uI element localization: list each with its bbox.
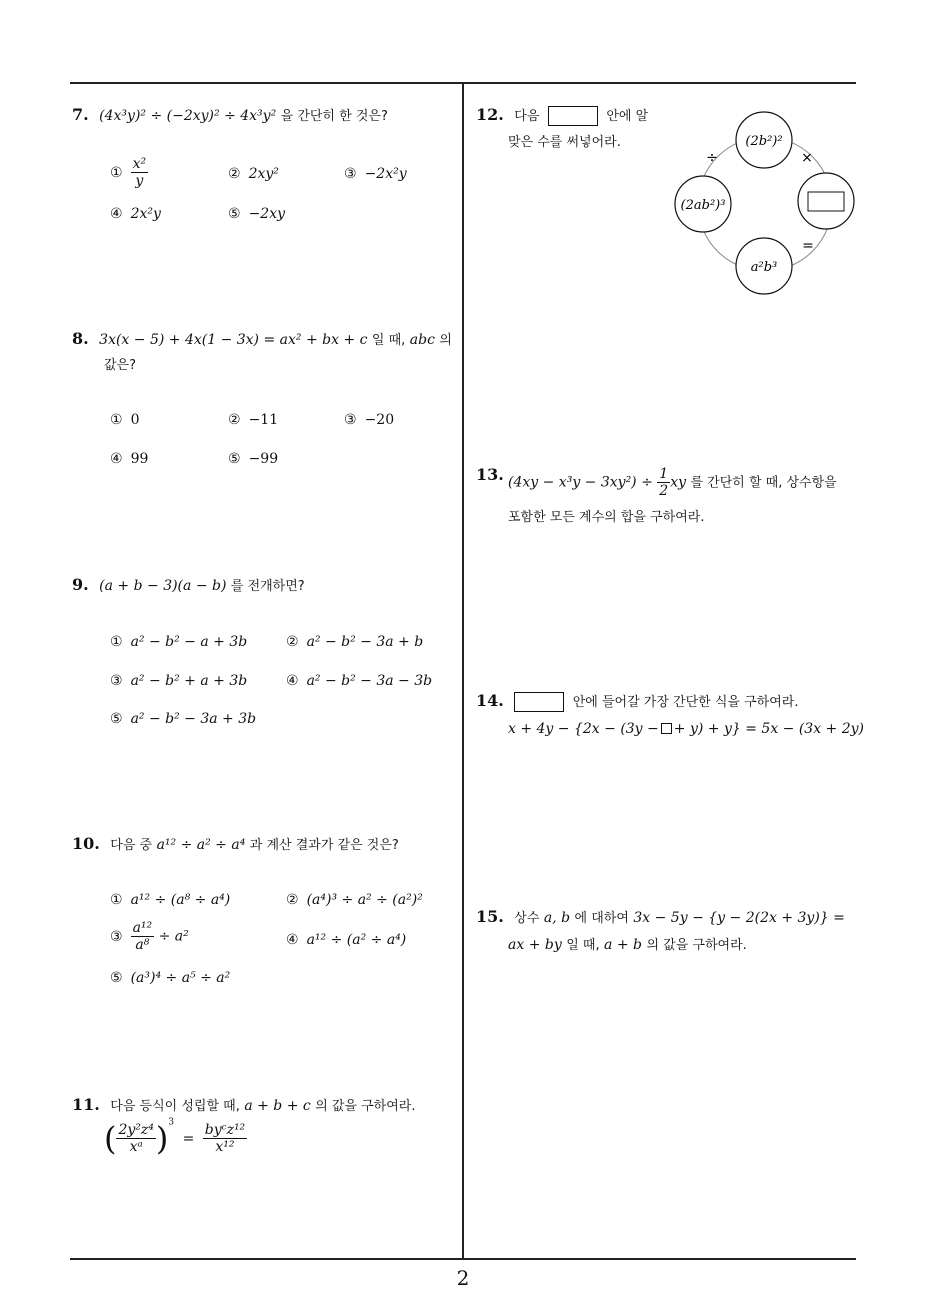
question-8: 8. 3x(x − 5) + 4x(1 − 3x) = ax² + bx + c 일 때, abc 의 <box>72 329 452 348</box>
page-number: 2 <box>456 1266 470 1290</box>
choice-1[interactable]: ① a¹² ÷ (a⁸ ÷ a⁴) <box>110 892 231 908</box>
question-text: 을 간단히 한 것은? <box>280 109 388 124</box>
question-number: 12. <box>476 105 504 124</box>
multiply-operator: × <box>801 150 813 166</box>
question-15: 15. 상수 a, b 에 대하여 3x − 5y − {y − 2(2x + 3y)} = <box>476 907 845 926</box>
expression: (a + b − 3)(a − b) <box>99 578 227 594</box>
bottom-rule <box>70 1258 856 1260</box>
choice-2[interactable]: ② −11 <box>228 412 279 428</box>
answer-box[interactable] <box>514 692 564 712</box>
expression: (4x³y)² ÷ (−2xy)² ÷ 4x³y² <box>99 108 277 124</box>
choice-3[interactable]: ③ $\frac{\text{a¹²}}{\text{a⁸}}$ ÷ a² <box>110 920 189 953</box>
question-13 <box>476 464 510 487</box>
question-number: 13. <box>476 465 504 484</box>
choice-2[interactable]: ② a² − b² − 3a + b <box>286 634 424 650</box>
question-7 <box>72 104 388 128</box>
fraction-numerator: x² <box>132 156 147 172</box>
choice-4[interactable]: ④ a¹² ÷ (a² ÷ a⁴) <box>286 932 407 948</box>
question-13-expr: (4xy − x³y − 3xy²) ÷ $\frac{1}{2}$ xy 를 간단히 할 때, 상수항을 <box>508 466 837 499</box>
node-left-label: (2ab²)³ <box>680 198 726 213</box>
choice-5[interactable]: ⑤ −99 <box>228 451 279 467</box>
answer-box[interactable] <box>548 106 598 126</box>
node-bottom-label: a²b³ <box>750 260 778 275</box>
question-number: 8. <box>72 329 89 348</box>
question-number: 14. <box>476 691 504 710</box>
choice-5[interactable]: ⑤ (a³)⁴ ÷ a⁵ ÷ a² <box>110 970 231 986</box>
choice-4[interactable]: ④ 99 <box>110 451 149 467</box>
equals-operator: = <box>802 238 814 254</box>
question-number: 10. <box>72 834 100 853</box>
choice-5[interactable]: ⑤ −2xy <box>228 206 286 222</box>
choice-1[interactable]: ① $\frac{\text{x²}}{y}$ <box>110 156 147 189</box>
question-13-line2: 포함한 모든 계수의 합을 구하여라. <box>508 510 705 525</box>
question-14: 14. 안에 들어갈 가장 간단한 식을 구하여라. <box>476 691 799 710</box>
question-number: 9. <box>72 575 89 594</box>
question-12-line2: 맞은 수를 써넣어라. <box>508 135 621 150</box>
column-divider <box>462 83 464 1259</box>
choice-1[interactable]: ① a² − b² − a + 3b <box>110 634 248 650</box>
question-8-line2: 값은? <box>104 358 137 373</box>
expression: 3x(x − 5) + 4x(1 − 3x) = ax² + bx + c <box>99 332 368 348</box>
choice-2[interactable]: ② (a⁴)³ ÷ a² ÷ (a²)² <box>286 892 423 908</box>
node-top-label: (2b²)² <box>745 134 783 149</box>
choice-5[interactable]: ⑤ a² − b² − 3a + 3b <box>110 711 257 727</box>
question-number: 7. <box>72 105 89 124</box>
choice-2[interactable]: ② 2xy² <box>228 166 279 182</box>
equation: ( $\frac{\text{2y²z⁴}}{\text{xᵃ}}$ )$^3$ = $\frac{\text{byᶜz¹²}}{\text{x¹²}}$ <box>104 1117 246 1158</box>
choice-1[interactable]: ① 0 <box>110 412 140 428</box>
fraction-denominator: y <box>135 173 144 189</box>
choice-4[interactable]: ④ a² − b² − 3a − 3b <box>286 673 433 689</box>
blank-square <box>661 723 672 734</box>
expression: a¹² ÷ a² ÷ a⁴ <box>156 837 246 853</box>
choice-3[interactable]: ③ −2x²y <box>344 166 407 182</box>
question-9: 9. (a + b − 3)(a − b) 를 전개하면? <box>72 575 305 594</box>
question-10: 10. 다음 중 a¹² ÷ a² ÷ a⁴ 과 계산 결과가 같은 것은? <box>72 834 399 853</box>
expression: a + b + c <box>244 1098 311 1114</box>
question-12: 12. 다음 안에 알 <box>476 105 649 124</box>
question-number: 15. <box>476 907 504 926</box>
divide-operator: ÷ <box>706 150 718 166</box>
operation-cycle-diagram <box>668 108 858 300</box>
answer-box[interactable] <box>808 192 844 211</box>
question-14-equation: x + 4y − {2x − (3y − + y) + y} = 5x − (3x + 2y) <box>508 721 865 737</box>
question-11: 11. 다음 등식이 성립할 때, a + b + c 의 값을 구하여라. <box>72 1095 416 1114</box>
question-15-line2: ax + by 일 때, a + b 의 값을 구하여라. <box>508 937 747 953</box>
question-number: 11. <box>72 1095 100 1114</box>
choice-3[interactable]: ③ −20 <box>344 412 395 428</box>
choice-3[interactable]: ③ a² − b² + a + 3b <box>110 673 248 689</box>
choice-4[interactable]: ④ 2x²y <box>110 206 161 222</box>
